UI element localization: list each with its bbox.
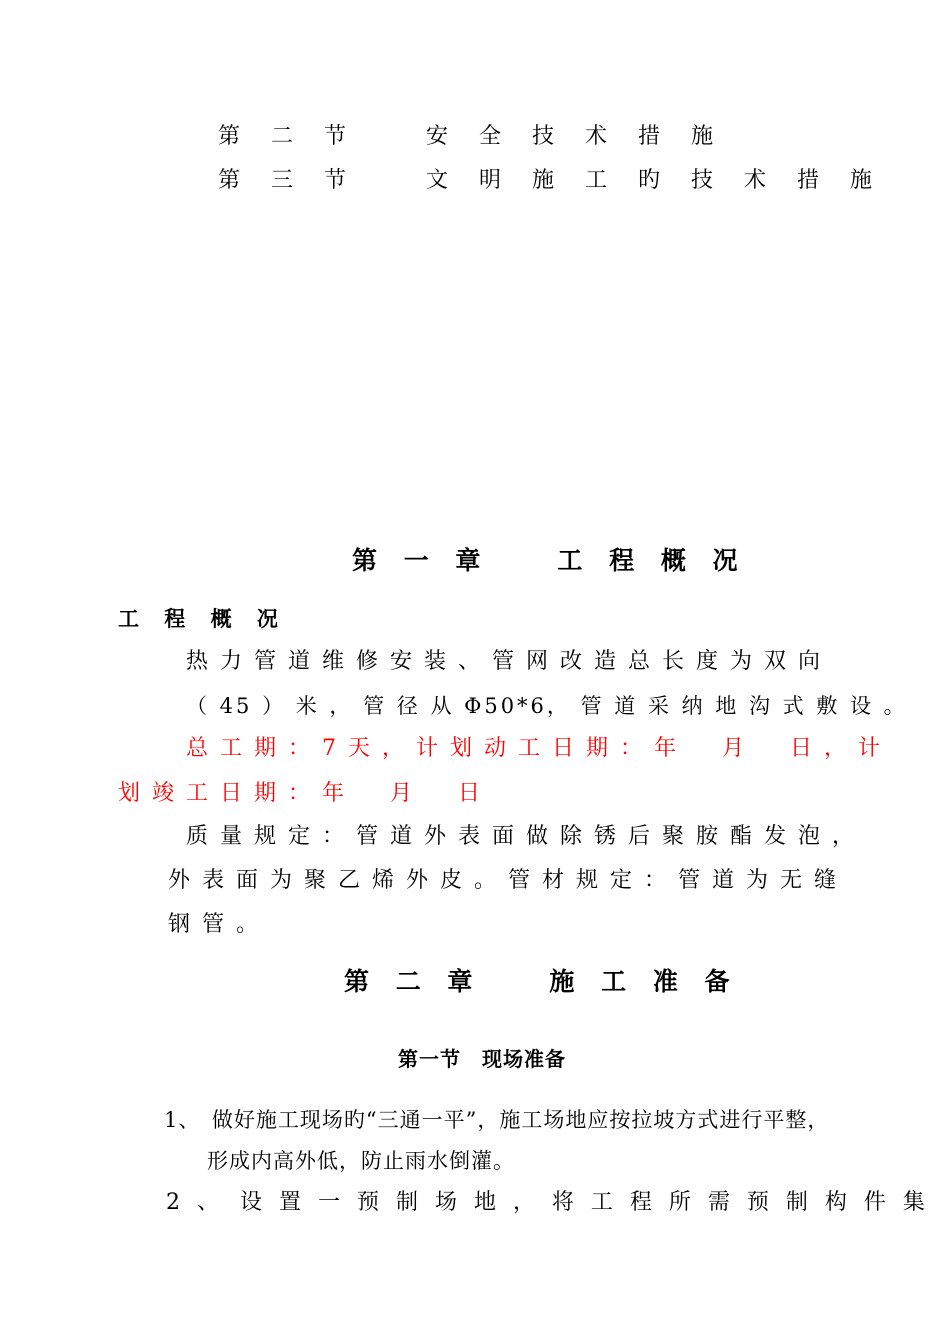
list-item-2-line-1: 2 、 设 置 一 预 制 场 地 ， 将 工 程 所 需 预 制 构 件 集 (166, 1190, 930, 1215)
list-item-1-line-2: 形成内高外低，防止雨水倒灌。 (207, 1149, 515, 1173)
overview-paragraph-line-1: 热力管道维修安装、管网改造总长度为双向 (186, 649, 833, 674)
toc-item-section-2: 第 二 节 安 全 技 术 措 施 (218, 124, 725, 149)
quality-line-3: 钢管。 (168, 912, 271, 937)
schedule-line-1: 总工期：7天，计划动工日期：年 月 日，计 (186, 736, 892, 761)
chapter-1-subheading: 工 程 概 况 (118, 607, 287, 631)
quality-line-1: 质量规定：管道外表面做除锈后聚胺酯发泡， (186, 824, 867, 849)
schedule-line-2: 划竣工日期：年 月 日 (118, 781, 493, 806)
chapter-1-title: 第 一 章 工 程 概 况 (352, 546, 747, 575)
section-1-heading: 第一节 现场准备 (398, 1047, 566, 1071)
overview-paragraph-line-2: （ 45 ） 米 ， 管 径 从 Φ50*6， 管 道 采 纳 地 沟 式 敷 设 。 (186, 694, 908, 718)
quality-line-2: 外表面为聚乙烯外皮。管材规定：管道为无缝 (168, 868, 849, 893)
list-item-1-line-1: 1、 做好施工现场旳“三通一平”，施工场地应按拉坡方式进行平整， (164, 1108, 830, 1132)
chapter-2-title: 第 二 章 施 工 准 备 (344, 967, 739, 996)
toc-item-section-3: 第 三 节 文 明 施 工 旳 技 术 措 施 (218, 168, 884, 193)
